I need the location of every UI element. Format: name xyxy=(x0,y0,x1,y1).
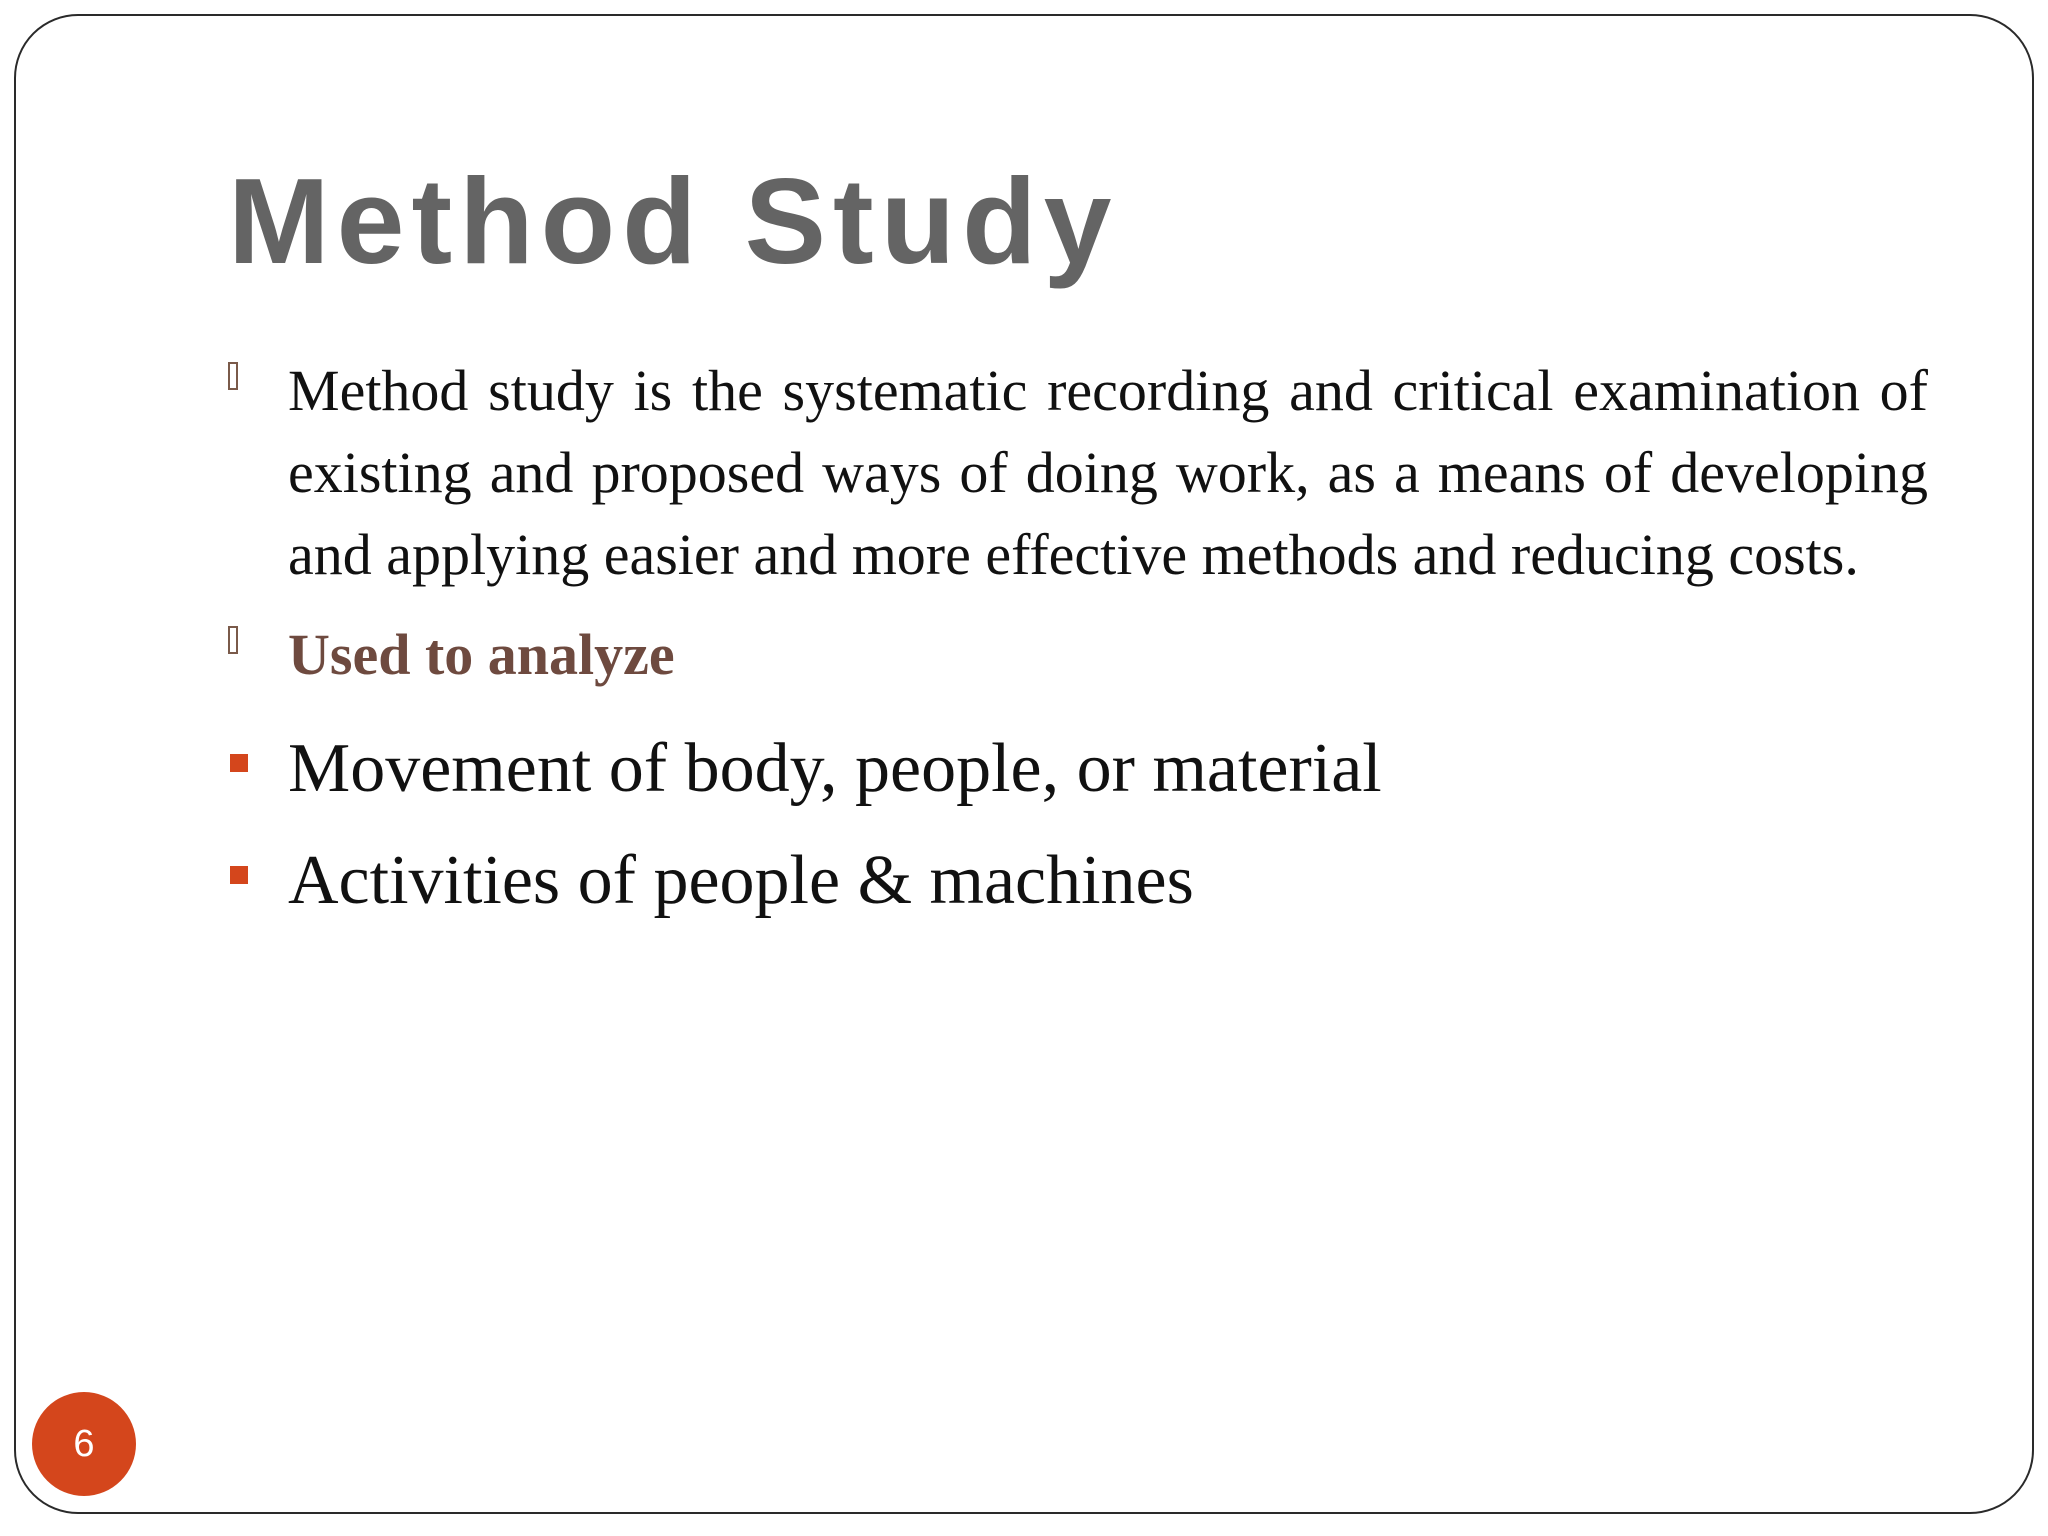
bullet-item-definition xyxy=(228,350,1928,596)
bullet-item-used-to-analyze xyxy=(228,614,1928,696)
bullet-list xyxy=(228,350,1928,926)
bullet-item-movement xyxy=(228,724,1928,814)
box-bullet-icon xyxy=(228,362,238,390)
square-bullet-icon xyxy=(230,754,248,772)
bullet-item-activities xyxy=(228,836,1928,926)
square-bullet-icon xyxy=(230,866,248,884)
page-number-badge: 6 xyxy=(32,1392,136,1496)
slide-title: Method Study xyxy=(228,153,1119,289)
box-bullet-icon xyxy=(228,626,238,654)
bullet-text: Movement of body, people, or material xyxy=(288,730,1382,807)
bullet-text: Method study is the systematic recording and critical examination of existing and proposed ways of doing work, as a means of developing and applying easier and more effective methods and reducing costs. xyxy=(288,358,1928,587)
bullet-text: Activities of people & machines xyxy=(288,842,1194,919)
bullet-text: Used to analyze xyxy=(288,622,675,687)
